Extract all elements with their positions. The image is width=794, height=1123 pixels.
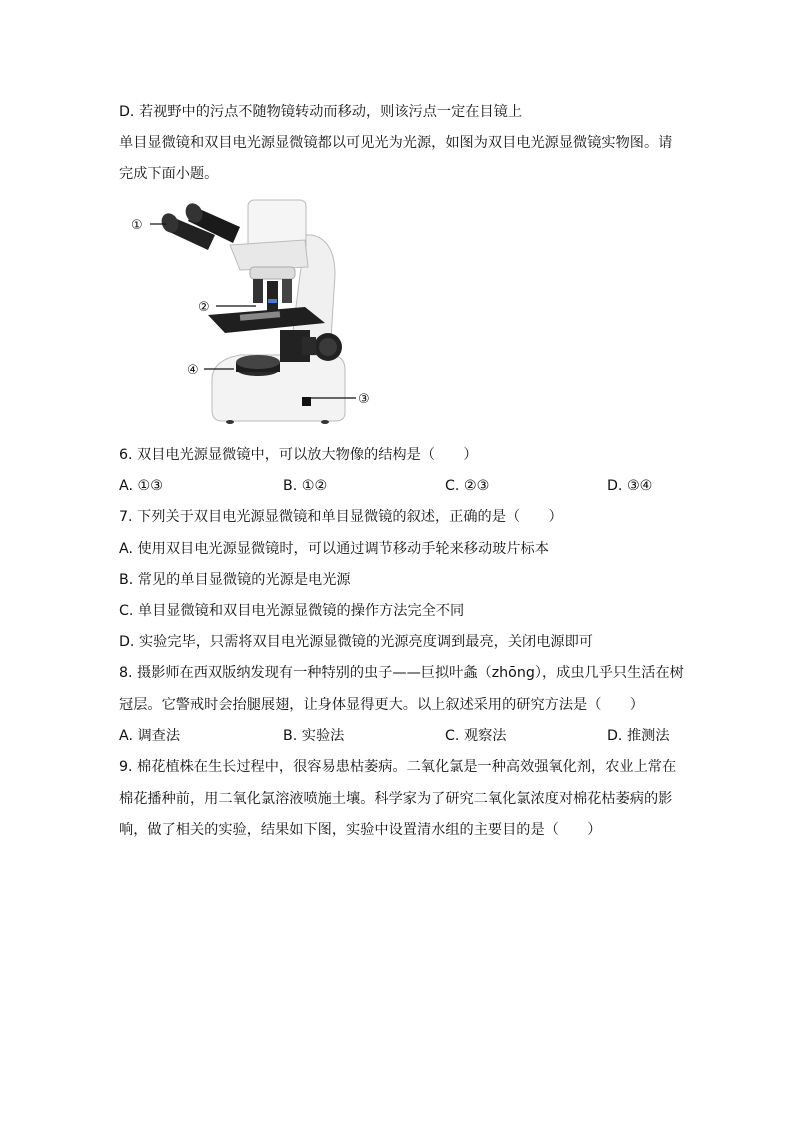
question-8-stem-line-1: 8. 摄影师在西双版纳发现有一种特别的虫子——巨拟叶螽（zhōng），成虫几乎只生活在树 bbox=[119, 665, 684, 681]
question-9-stem-line-3: 响，做了相关的实验，结果如下图，实验中设置清水组的主要目的是（ ） bbox=[119, 822, 602, 838]
microscope-illustration bbox=[130, 195, 375, 435]
question-8-option-c: C. 观察法 bbox=[445, 728, 507, 744]
question-6-stem: 6. 双目电光源显微镜中，可以放大物像的结构是（ ） bbox=[119, 447, 478, 463]
question-6-option-c: C. ②③ bbox=[445, 478, 490, 494]
callout-label-3: ③ bbox=[358, 392, 370, 407]
question-6-option-a: A. ①③ bbox=[119, 478, 163, 494]
microscope-figure bbox=[130, 195, 375, 435]
objective-lens-icon bbox=[253, 279, 292, 311]
question-8-option-a: A. 调查法 bbox=[119, 728, 181, 744]
question-7-option-c: C. 单目显微镜和双目电光源显微镜的操作方法完全不同 bbox=[119, 603, 465, 619]
question-7-option-a: A. 使用双目电光源显微镜时，可以通过调节移动手轮来移动玻片标本 bbox=[119, 541, 549, 557]
question-9-stem-line-2: 棉花播种前，用二氧化氯溶液喷施土壤。科学家为了研究二氧化氯浓度对棉花枯萎病的影 bbox=[119, 791, 673, 807]
question-6-option-d: D. ③④ bbox=[607, 478, 653, 494]
text-line-option-d-prev: D. 若视野中的污点不随物镜转动而移动，则该污点一定在目镜上 bbox=[119, 104, 523, 120]
callout-label-1: ① bbox=[131, 218, 143, 233]
text-line-intro-2: 完成下面小题。 bbox=[119, 166, 219, 182]
text-line-intro-1: 单目显微镜和双目电光源显微镜都以可见光为光源，如图为双目电光源显微镜实物图。请 bbox=[119, 135, 673, 151]
callout-label-2: ② bbox=[198, 300, 210, 315]
question-8-option-d: D. 推测法 bbox=[607, 728, 670, 744]
question-7-stem: 7. 下列关于双目电光源显微镜和单目显微镜的叙述，正确的是（ ） bbox=[119, 509, 563, 525]
question-6-option-b: B. ①② bbox=[283, 478, 328, 494]
question-7-option-d: D. 实验完毕，只需将双目电光源显微镜的光源亮度调到最亮，关闭电源即可 bbox=[119, 634, 593, 650]
callout-label-4: ④ bbox=[187, 363, 199, 378]
question-7-option-b: B. 常见的单目显微镜的光源是电光源 bbox=[119, 572, 351, 588]
question-8-stem-line-2: 冠层。它警戒时会抬腿展翅，让身体显得更大。以上叙述采用的研究方法是（ ） bbox=[119, 697, 644, 713]
question-8-option-b: B. 实验法 bbox=[283, 728, 345, 744]
question-9-stem-line-1: 9. 棉花植株在生长过程中，很容易患枯萎病。二氧化氯是一种高效强氧化剂，农业上常在 bbox=[119, 759, 677, 775]
eyepiece-icon bbox=[159, 201, 240, 250]
